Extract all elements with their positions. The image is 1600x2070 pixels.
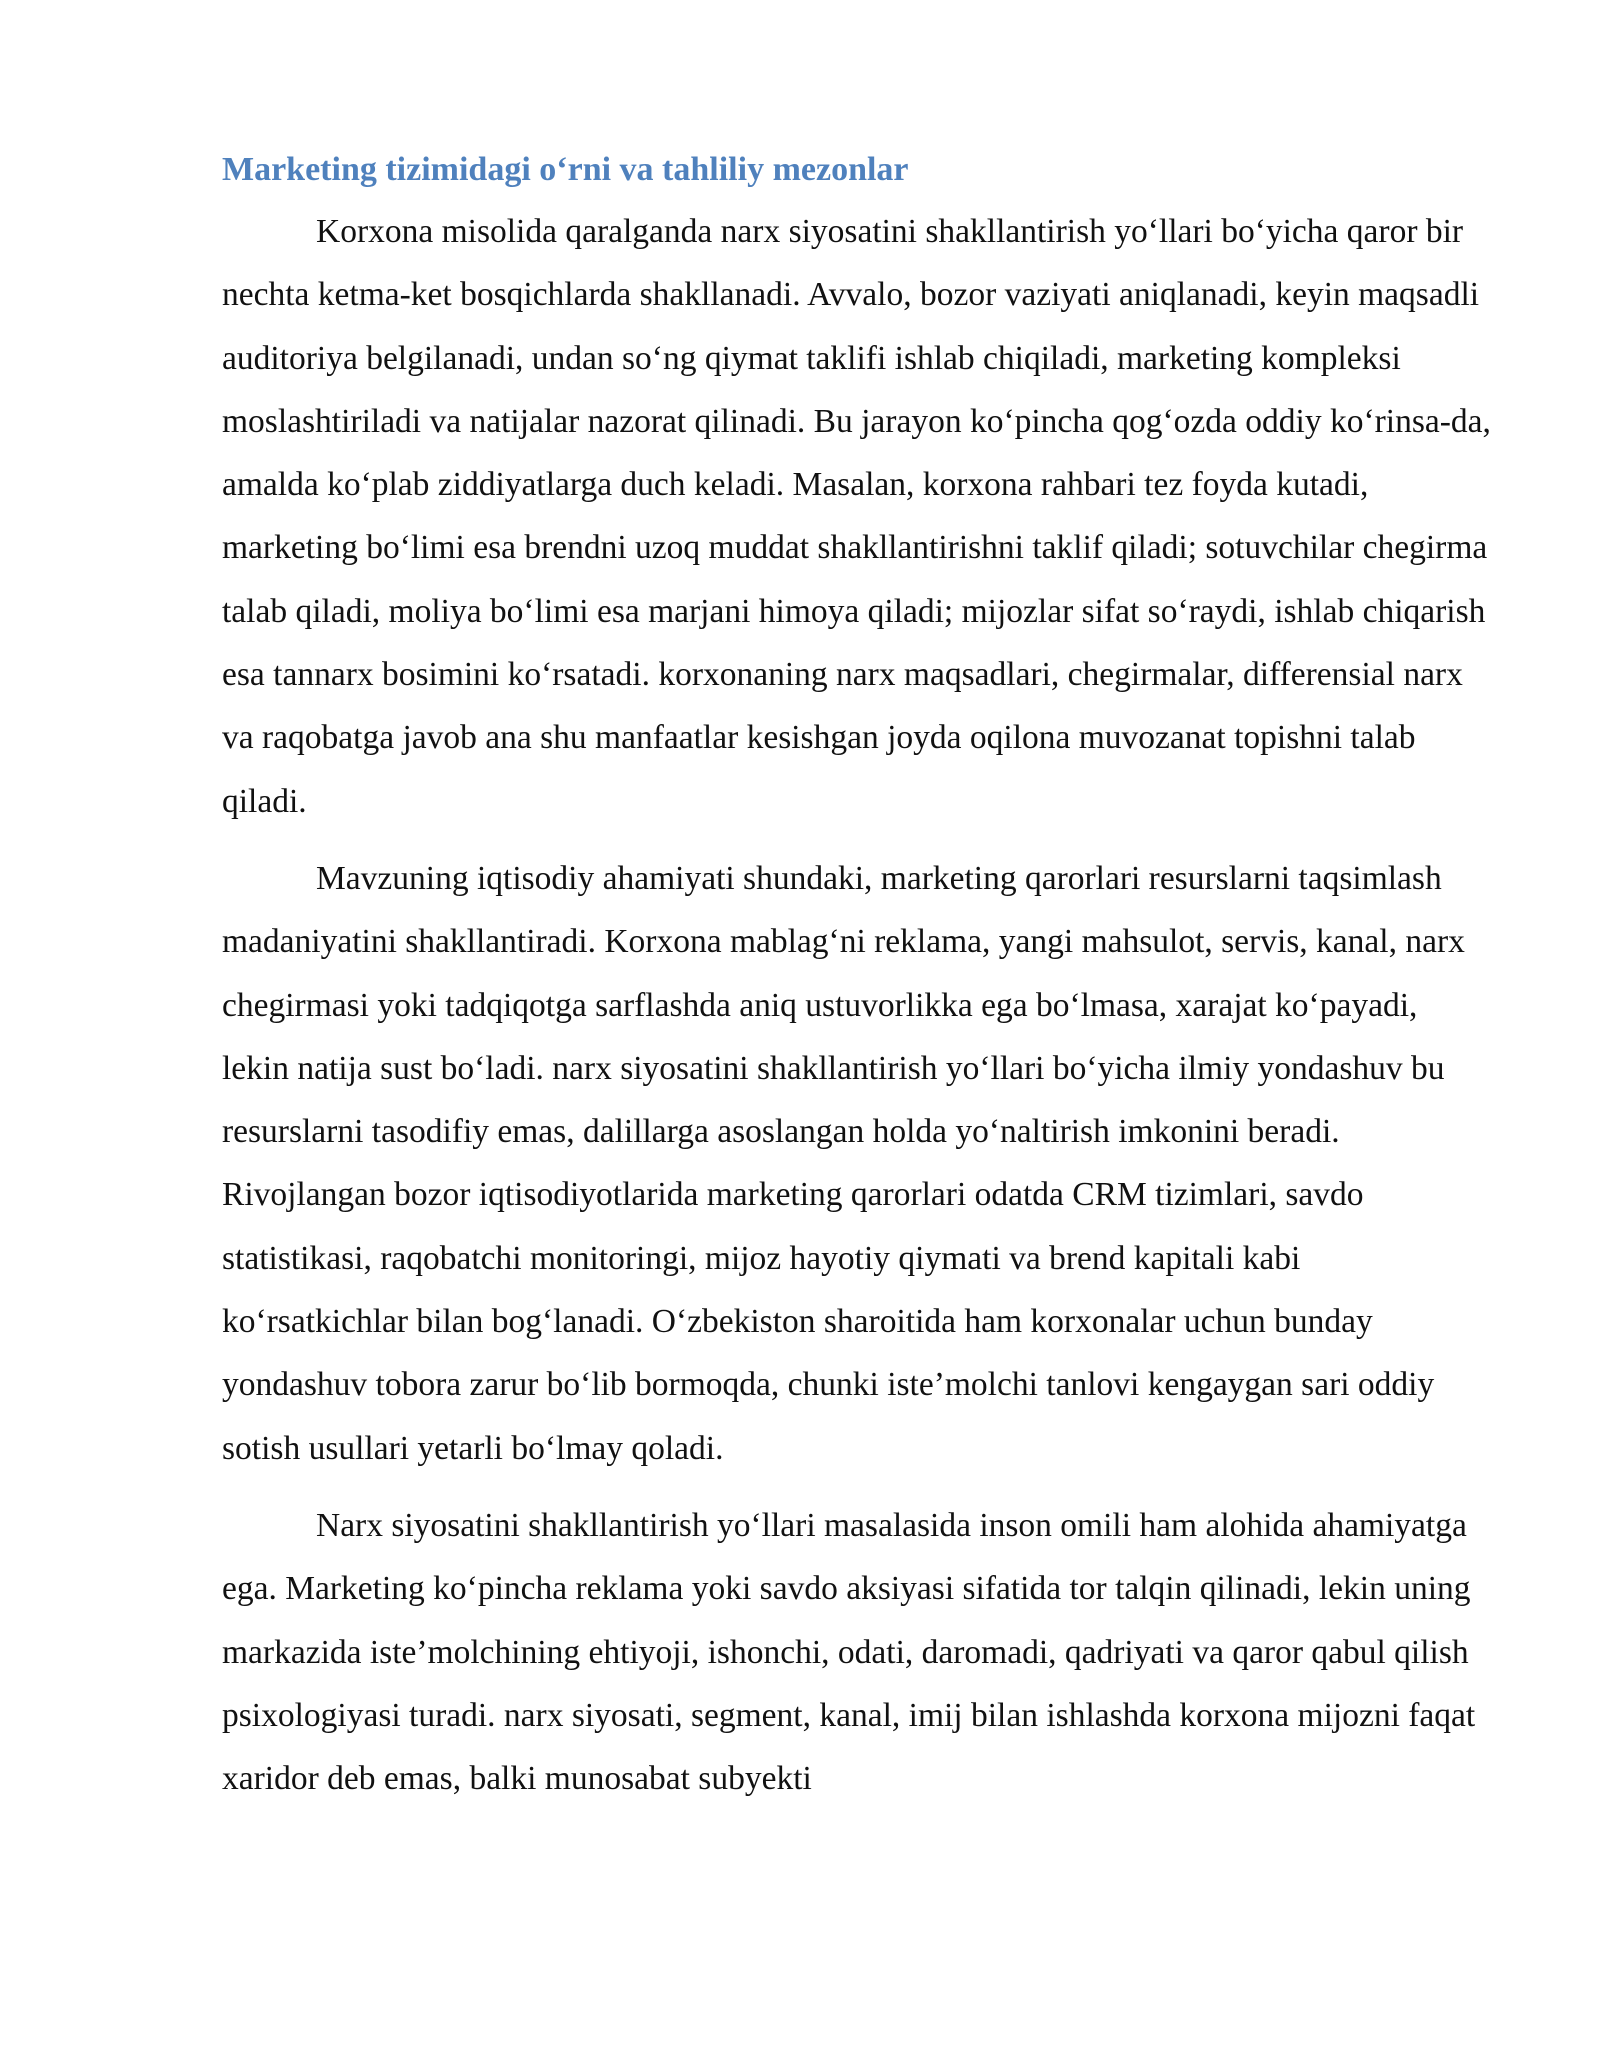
document-body	[222, 148, 1492, 1824]
paragraph-3: Narx siyosatini shakllantirish yo‘llari masalasida inson omili ham alohida ahamiyatga ega. Marketing ko‘pincha reklama yoki savdo aksiyasi sifatida tor talqin qilinadi, lekin uning markazida iste’molchining ehtiyoji, ishonchi, odati, daromadi, qadriyati va qaror qabul qilish psixologiyasi turadi. narx siyosati, segment, kanal, imij bilan ishlashda korxona mijozni faqat xaridor deb emas, balki munosabat subyekti	[222, 1506, 1476, 1798]
paragraph-2: Mavzuning iqtisodiy ahamiyati shundaki, marketing qarorlari resurslarni taqsimlash madaniyatini shakllantiradi. Korxona mablag‘ni reklama, yangi mahsulot, servis, kanal, narx chegirmasi yoki tadqiqotga sarflashda aniq ustuvorlikka ega bo‘lmasa, xarajat ko‘payadi, lekin natija sust bo‘ladi. narx siyosatini shakllantirish yo‘llari bo‘yicha ilmiy yondashuv bu resurslarni tasodifiy emas, dalillarga asoslangan holda yo‘naltirish imkonini beradi. Rivojlangan bozor iqtisodiyotlarida marketing qarorlari odatda CRM tizimlari, savdo statistikasi, raqobatchi monitoringi, mijoz hayotiy qiymati va brend kapitali kabi ko‘rsatkichlar bilan bog‘lanadi. O‘zbekiston sharoitida ham korxonalar uchun bunday yondashuv tobora zarur bo‘lib bormoqda, chunki iste’molchi tanlovi kengaygan sari oddiy sotish usullari yetarli bo‘lmay qoladi.	[222, 859, 1465, 1467]
paragraph-1: Korxona misolida qaralganda narx siyosatini shakllantirish yo‘llari bo‘yicha qaror bir nechta ketma-ket bosqichlarda shakllanadi. Avvalo, bozor vaziyati aniqlanadi, keyin maqsadli auditoriya belgilanadi, undan so‘ng qiymat taklifi ishlab chiqiladi, marketing kompleksi moslashtiriladi va natijalar nazorat qilinadi. Bu jarayon ko‘pincha qog‘ozda oddiy ko‘rinsa-da, amalda ko‘plab ziddiyatlarga duch keladi. Masalan, korxona rahbari tez foyda kutadi, marketing bo‘limi esa brendni uzoq muddat shakllantirishni taklif qiladi; sotuvchilar chegirma talab qiladi, moliya bo‘limi esa marjani himoya qiladi; mijozlar sifat so‘raydi, ishlab chiqarish esa tannarx bosimini ko‘rsatadi. korxonaning narx maqsadlari, chegirmalar, differensial narx va raqobatga javob ana shu manfaatlar kesishgan joyda oqilona muvozanat topishni talab qiladi.	[222, 213, 1491, 820]
section-heading: Marketing tizimidagi o‘rni va tahliliy mezonlar	[222, 151, 909, 188]
